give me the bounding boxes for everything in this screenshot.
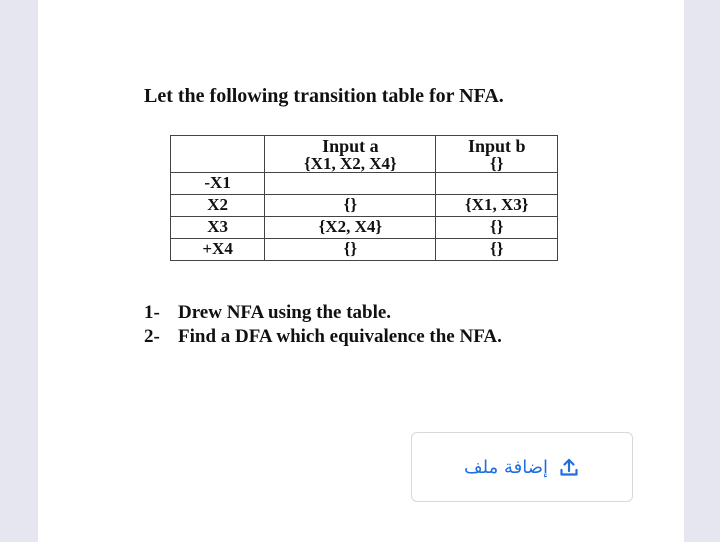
transition-table bbox=[170, 135, 558, 261]
input-b-cell: {} bbox=[436, 217, 558, 239]
input-a-label: Input a bbox=[322, 136, 379, 156]
state-cell: X3 bbox=[171, 217, 265, 239]
state-cell: -X1 bbox=[171, 173, 265, 195]
input-a-cell: {} bbox=[265, 195, 436, 217]
state-cell: +X4 bbox=[171, 239, 265, 261]
question-image bbox=[142, 78, 612, 368]
upload-icon bbox=[558, 456, 580, 478]
table-header-state bbox=[171, 136, 265, 173]
input-b-label: Input b bbox=[467, 136, 526, 156]
input-b-cell: {X1, X3} bbox=[436, 195, 558, 217]
task-item bbox=[144, 325, 502, 349]
table-row bbox=[171, 195, 558, 217]
input-a-x1-value: {X1, X2, X4} bbox=[303, 154, 397, 173]
input-b-cell: {} bbox=[436, 239, 558, 261]
table-row bbox=[171, 217, 558, 239]
task-text: Drew NFA using the table. bbox=[178, 302, 392, 323]
table-header-row bbox=[171, 136, 558, 173]
input-b-cell bbox=[436, 173, 558, 195]
task-number: 1- bbox=[144, 302, 160, 323]
question-prompt: Let the following transition table for NFA. bbox=[144, 85, 504, 107]
table-row bbox=[171, 239, 558, 261]
task-number: 2- bbox=[144, 326, 160, 347]
table-header-input-b bbox=[436, 136, 558, 173]
add-file-button[interactable] bbox=[411, 432, 633, 502]
task-item bbox=[144, 301, 502, 325]
task-text: Find a DFA which equivalence the NFA. bbox=[178, 326, 502, 347]
input-a-cell: {} bbox=[265, 239, 436, 261]
task-list bbox=[144, 301, 502, 349]
input-b-x1-value: {} bbox=[490, 154, 504, 173]
input-a-cell: {X2, X4} bbox=[265, 217, 436, 239]
add-file-label: إضافة ملف bbox=[464, 456, 548, 478]
table-row bbox=[171, 173, 558, 195]
state-cell: X2 bbox=[171, 195, 265, 217]
table-header-input-a bbox=[265, 136, 436, 173]
input-a-cell bbox=[265, 173, 436, 195]
